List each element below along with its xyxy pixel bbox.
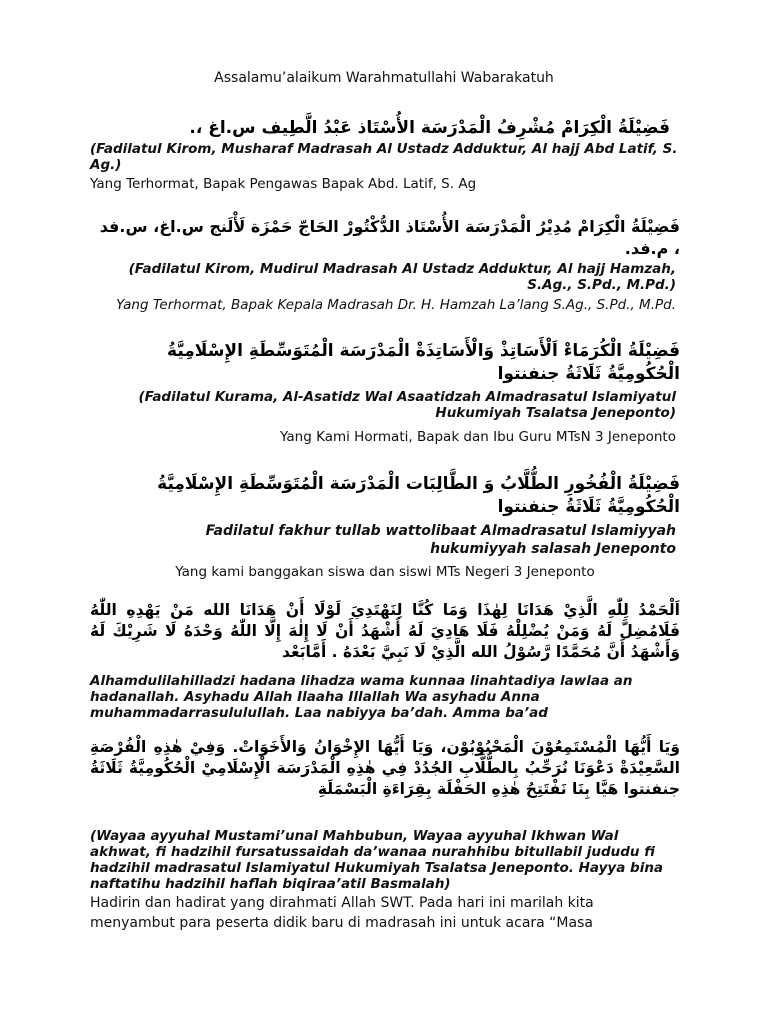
greeting: Assalamu’alaikum Warahmatullahi Wabarakatuh [214, 70, 554, 86]
translation-headmaster: Yang Terhormat, Bapak Kepala Madrasah Dr. H. Hamzah La’lang S.Ag., S.Pd., M.Pd. [116, 297, 676, 313]
arabic-address-headmaster: فَضِيْلَةُ الْكِرَامْ مُدِيْرُ الْمَدْرَسَة الأُسْتَاذ الدُّكْتُورْ الحَاجّ حَمْزَة لَأْلَنج س.اغ، س.فد ، م.فد. [99, 217, 680, 258]
arabic-hamdalah: اَلْحَمْدُ لِلّٰهِ الَّذِيْ هَدَانَا لِهٰذَا وَمَا كُنَّا لِنَهْتَدِيَ لَوْلَا أَنْ هَدَانَا الله مَنْ يَهْدِهِ اللّٰهُ فَلَامُضِلَّ لَهُ وَمَنْ يُضْلِلْهُ فَلَا هَادِيَ لَهُ أَشْهَدُ أَنْ لَا إِلٰهَ إِلَّا اللّٰهُ وَحْدَهُ لَا شَرِيْكَ لَهُ وَأَشْهَدُ أَنَّ مُحَمَّدًا رَّسُوْلُ الله الَّذِيْ لَا نَبِيَّ بَعْدَهُ . أَمَّابَعْد [90, 601, 680, 661]
translation-teachers: Yang Kami Hormati, Bapak dan Ibu Guru MTsN 3 Jeneponto [280, 429, 676, 445]
translation-supervisor: Yang Terhormat, Bapak Pengawas Bapak Abd. Latif, S. Ag [90, 176, 477, 192]
arabic-address-supervisor: فَضِيْلَةُ الْكِرَامْ مُشْرِفُ الْمَدْرَسَة الأُسْتَاذ عَبْدُ الَّطِيف س.اغ ،. [189, 118, 670, 138]
closing-paragraph: Hadirin dan hadirat yang dirahmati Allah SWT. Pada hari ini marilah kita menyambut para peserta didik baru di madrasah ini untuk acara “Masa [90, 895, 594, 931]
transliteration-hamdalah: Alhamdulilahilladzi hadana lihadza wama kunnaa linahtadiya lawlaa an hadanallah. Asyhadu Allah Ilaaha Illallah Wa asyhadu Anna muhammadarrasululullah. Laa nabiyya ba’dah. Amma ba’ad [90, 673, 633, 721]
translation-students: Yang kami banggakan siswa dan siswi MTs Negeri 3 Jeneponto [175, 564, 595, 580]
transliteration-students: Fadilatul fakhur tullab wattolibaat Almadrasatul Islamiyyah hukumiyyah salasah Jeneponto [205, 523, 676, 557]
transliteration-invitation: (Wayaa ayyuhal Mustami’unal Mahbubun, Wayaa ayyuhal Ikhwan Wal akhwat, fi hadzihil fursatussaidah da’wanaa nurahhibu bitullabil jududu fi hadzihil madrasatul Islamiyatul Hukumiyah Tsalatsa Jeneponto. Hayya bina naftatihu hadzihil haflah biqiraa’atil Basmalah) [90, 828, 664, 892]
arabic-address-students: فَضِيْلَةُ الْفُخُورِ الطُّلَّابُ وَ الطَّالِبَات الْمَدْرَسَة الْمُتَوَسِّطَةِ الإِسْلَامِيَّةُ الْحُكُومِيَّةُ ثَلَاثَةُ جنفنتوا [157, 474, 680, 517]
transliteration-headmaster: (Fadilatul Kirom, Mudirul Madrasah Al Ustadz Adduktur, Al hajj Hamzah, S.Ag., S.Pd., M.Pd.) [128, 261, 676, 293]
transliteration-supervisor: (Fadilatul Kirom, Musharaf Madrasah Al Ustadz Adduktur, Al hajj Abd Latif, S. Ag.) [90, 141, 678, 173]
arabic-invitation-basmalah: وَيَا أَيُّهَا الْمُسْتَمِعُوْنَ الْمَحْبُوْبُوْن، وَيَا أَيُّهَا الإِخْوَانُ وَالأَخَوَاتْ. وَفِيْ هٰذِهِ الْفُرْصَةِ السَّعِيْدَةْ دَعْوَنَا نُرَحِّبُ بِالطُّلَّابِ الجُدُدْ فِي هٰذِهِ الْمَدْرَسَة الْإِسْلَامِيْ الْحُكُومِيَّةُ ثَلَاثَةُ جنفنتوا هَيَّا بِنَا نَفْتَتِحُ هٰذِهِ الحَفْلَة بِقِرَاءَةِ الْبَسْمَلَةِ [90, 738, 680, 798]
transliteration-teachers: (Fadilatul Kurama, Al-Asatidz Wal Asaatidzah Almadrasatul Islamiyatul Hukumiyah Tsalatsa Jeneponto) [138, 389, 676, 421]
arabic-address-teachers: فَضِيْلَةُ الْكُرَمَاءْ اَلْأَسَاتِذْ وَالْأَسَاتِذَةْ الْمَدْرَسَة الْمُتَوَسِّطَةِ الإِسْلَامِيَّةُ الْحُكُومِيَّةُ ثَلَاثَةُ جنفنتوا [167, 341, 680, 384]
